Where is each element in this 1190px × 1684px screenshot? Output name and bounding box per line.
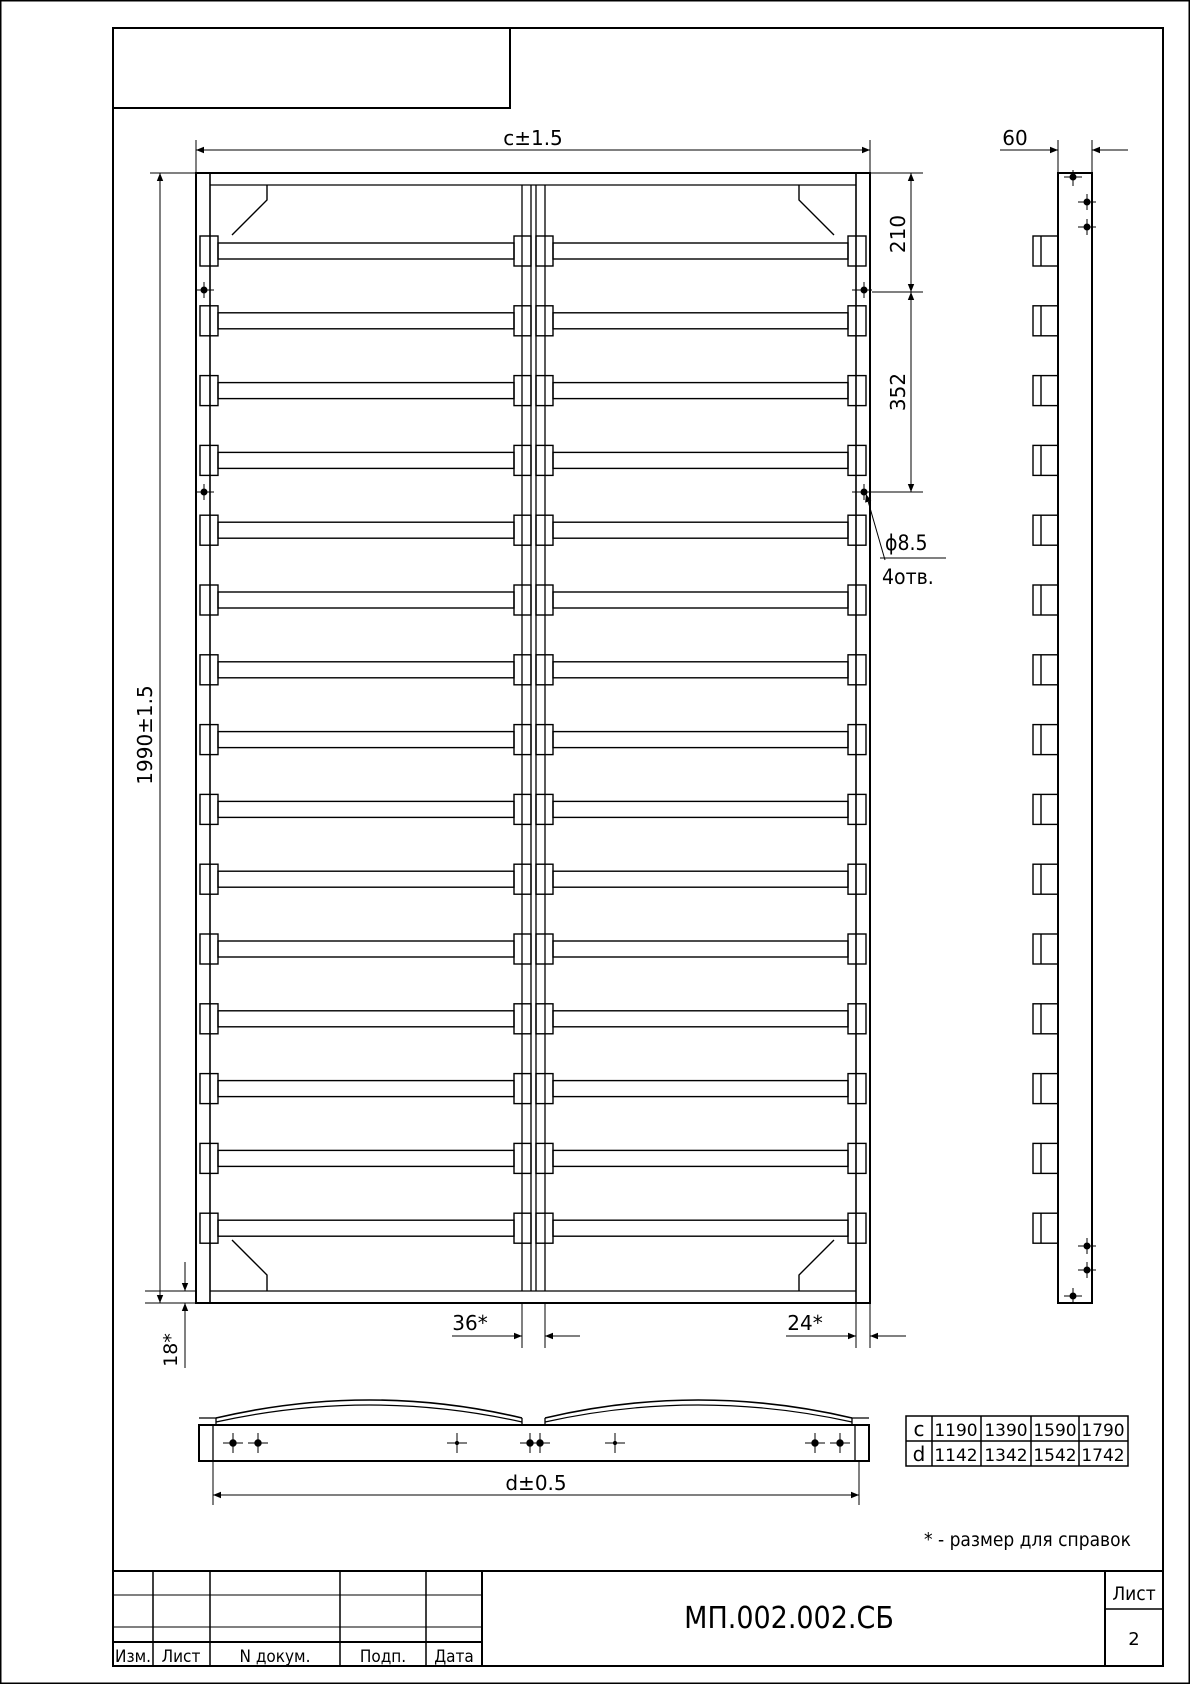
title-col-podp: Подп. (359, 1647, 407, 1667)
side-slat (1033, 306, 1058, 336)
dimension-frame-offset-label: 18* (160, 1333, 182, 1367)
side-slat (1033, 1074, 1058, 1104)
dimension-d-label: d±0.5 (505, 1471, 567, 1495)
slat (200, 1074, 866, 1104)
dimension-352-label: 352 (886, 372, 910, 412)
size-table-cell: 1390 (984, 1421, 1028, 1441)
title-col-data: Дата (434, 1647, 474, 1667)
bottom-view (199, 1400, 869, 1461)
size-table-cell: 1542 (1033, 1446, 1077, 1466)
slat (200, 515, 866, 545)
side-view (1033, 173, 1092, 1303)
slat (200, 725, 866, 755)
bottom-hole-markers (223, 1433, 850, 1453)
dimension-gap-edge-label: 24* (787, 1311, 823, 1335)
dimension-c-label: c±1.5 (503, 126, 563, 150)
side-slat (1033, 864, 1058, 894)
size-table-cell: 1590 (1033, 1421, 1077, 1441)
size-table-cell: 1790 (1081, 1421, 1125, 1441)
size-table-cell: 1142 (934, 1446, 978, 1466)
slat (200, 864, 866, 894)
slat (200, 1143, 866, 1173)
slat (200, 655, 866, 685)
side-slat (1033, 794, 1058, 824)
dimension-length-label: 1990±1.5 (133, 685, 157, 785)
slat (200, 236, 866, 266)
slat (200, 1004, 866, 1034)
size-table-row-label: d (912, 1442, 926, 1466)
front-view (196, 173, 870, 1303)
slat (200, 445, 866, 475)
title-col-izm: Изм. (115, 1647, 151, 1667)
side-slat (1033, 585, 1058, 615)
slats (200, 236, 866, 1243)
side-slat (1033, 1143, 1058, 1173)
side-slat (1033, 725, 1058, 755)
side-slat (1033, 1213, 1058, 1243)
hole-diameter-label: ϕ8.5 (885, 531, 928, 555)
title-col-list: Лист (161, 1647, 201, 1667)
footnote: * - размер для справок (924, 1529, 1131, 1551)
side-slat (1033, 445, 1058, 475)
side-slat (1033, 236, 1058, 266)
top-left-stamp-box (113, 28, 510, 108)
slat (200, 1213, 866, 1243)
side-slat (1033, 515, 1058, 545)
side-slat (1033, 655, 1058, 685)
slat (200, 794, 866, 824)
slat (200, 585, 866, 615)
dimension-gap-center-label: 36* (452, 1311, 488, 1335)
slat (200, 376, 866, 406)
size-table-cell: 1342 (984, 1446, 1028, 1466)
side-slat (1033, 376, 1058, 406)
size-table-cell: 1190 (934, 1421, 978, 1441)
dimension-210-label: 210 (886, 214, 910, 254)
sheet-label: Лист (1112, 1583, 1156, 1605)
slat (200, 306, 866, 336)
size-table-row-label: c (913, 1417, 925, 1441)
hole-count-label: 4отв. (882, 565, 934, 589)
title-col-ndocum: N докум. (239, 1647, 311, 1667)
size-table-cell: 1742 (1081, 1446, 1125, 1466)
document-number: МП.002.002.СБ (684, 1601, 894, 1636)
front-hole-markers (196, 282, 872, 500)
side-slat (1033, 934, 1058, 964)
side-slat (1033, 1004, 1058, 1034)
slat (200, 934, 866, 964)
sheet-number: 2 (1128, 1629, 1140, 1650)
dimension-side-width-label: 60 (1002, 126, 1028, 150)
